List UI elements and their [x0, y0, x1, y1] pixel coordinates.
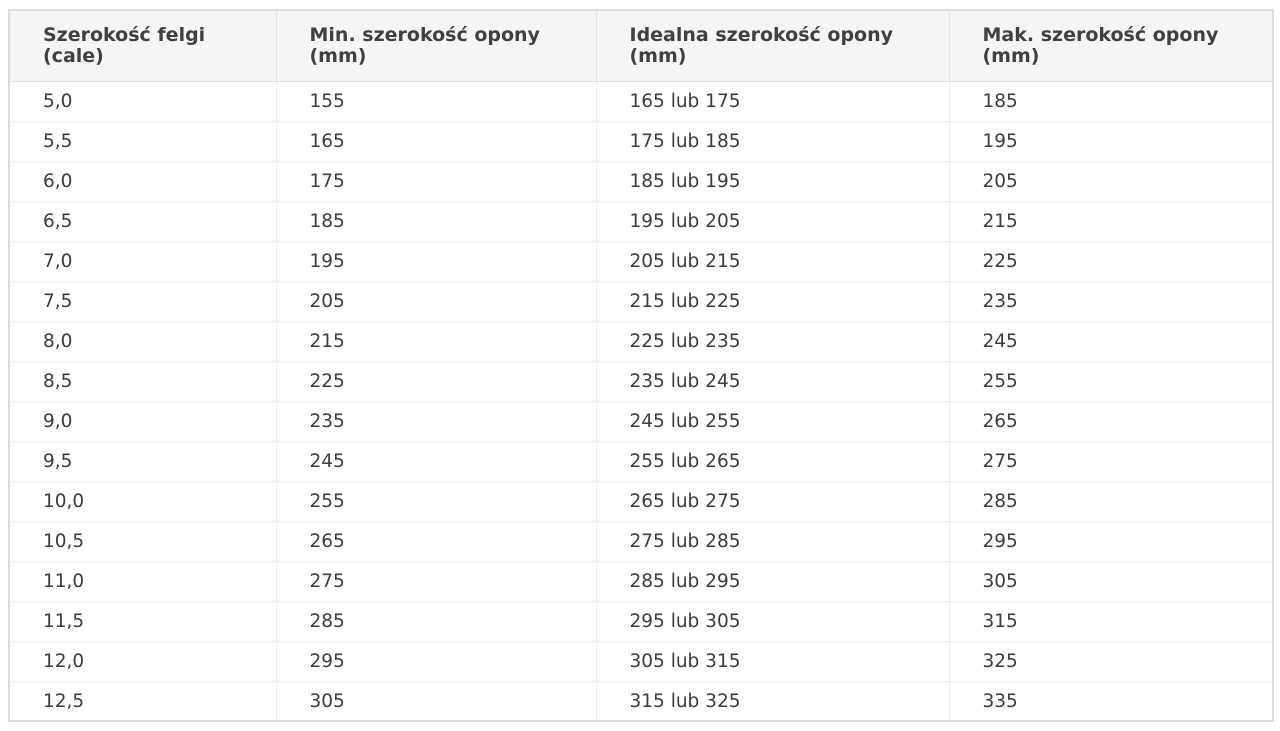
table-header — [10, 11, 1272, 81]
table-row — [10, 161, 1272, 201]
cell-min-tire-width: 235 — [276, 401, 596, 441]
table-row — [10, 281, 1272, 321]
table-row — [10, 561, 1272, 601]
cell-rim-width: 11,0 — [10, 561, 276, 601]
cell-max-tire-width: 215 — [949, 201, 1272, 241]
cell-ideal-tire-width: 285 lub 295 — [596, 561, 949, 601]
cell-max-tire-width: 255 — [949, 361, 1272, 401]
table-row — [10, 321, 1272, 361]
tire-width-table-container — [8, 9, 1274, 722]
cell-rim-width: 6,5 — [10, 201, 276, 241]
cell-ideal-tire-width: 195 lub 205 — [596, 201, 949, 241]
cell-max-tire-width: 295 — [949, 521, 1272, 561]
cell-min-tire-width: 205 — [276, 281, 596, 321]
header-min-tire-width: Min. szerokość opony (mm) — [276, 11, 596, 81]
cell-ideal-tire-width: 185 lub 195 — [596, 161, 949, 201]
cell-max-tire-width: 305 — [949, 561, 1272, 601]
table-row — [10, 121, 1272, 161]
cell-min-tire-width: 225 — [276, 361, 596, 401]
cell-ideal-tire-width: 225 lub 235 — [596, 321, 949, 361]
cell-max-tire-width: 265 — [949, 401, 1272, 441]
table-row — [10, 641, 1272, 681]
cell-ideal-tire-width: 315 lub 325 — [596, 681, 949, 721]
header-max-tire-width: Mak. szerokość opony (mm) — [949, 11, 1272, 81]
cell-ideal-tire-width: 265 lub 275 — [596, 481, 949, 521]
cell-ideal-tire-width: 305 lub 315 — [596, 641, 949, 681]
cell-min-tire-width: 155 — [276, 81, 596, 121]
cell-min-tire-width: 255 — [276, 481, 596, 521]
header-ideal-tire-width: Idealna szerokość opony (mm) — [596, 11, 949, 81]
table-row — [10, 601, 1272, 641]
cell-ideal-tire-width: 165 lub 175 — [596, 81, 949, 121]
table-row — [10, 441, 1272, 481]
cell-min-tire-width: 285 — [276, 601, 596, 641]
cell-rim-width: 5,0 — [10, 81, 276, 121]
cell-max-tire-width: 195 — [949, 121, 1272, 161]
cell-ideal-tire-width: 255 lub 265 — [596, 441, 949, 481]
cell-rim-width: 8,0 — [10, 321, 276, 361]
cell-ideal-tire-width: 235 lub 245 — [596, 361, 949, 401]
cell-min-tire-width: 175 — [276, 161, 596, 201]
cell-rim-width: 7,5 — [10, 281, 276, 321]
cell-rim-width: 5,5 — [10, 121, 276, 161]
table-row — [10, 401, 1272, 441]
cell-min-tire-width: 305 — [276, 681, 596, 721]
table-row — [10, 201, 1272, 241]
cell-max-tire-width: 325 — [949, 641, 1272, 681]
cell-rim-width: 7,0 — [10, 241, 276, 281]
cell-rim-width: 12,5 — [10, 681, 276, 721]
cell-max-tire-width: 185 — [949, 81, 1272, 121]
cell-ideal-tire-width: 215 lub 225 — [596, 281, 949, 321]
table-row — [10, 361, 1272, 401]
cell-min-tire-width: 265 — [276, 521, 596, 561]
cell-ideal-tire-width: 295 lub 305 — [596, 601, 949, 641]
cell-min-tire-width: 185 — [276, 201, 596, 241]
cell-max-tire-width: 235 — [949, 281, 1272, 321]
cell-rim-width: 9,5 — [10, 441, 276, 481]
table-row — [10, 481, 1272, 521]
cell-ideal-tire-width: 275 lub 285 — [596, 521, 949, 561]
cell-rim-width: 8,5 — [10, 361, 276, 401]
table-row — [10, 241, 1272, 281]
cell-max-tire-width: 225 — [949, 241, 1272, 281]
table-row — [10, 81, 1272, 121]
cell-ideal-tire-width: 245 lub 255 — [596, 401, 949, 441]
cell-min-tire-width: 215 — [276, 321, 596, 361]
cell-max-tire-width: 275 — [949, 441, 1272, 481]
table-row — [10, 681, 1272, 721]
cell-min-tire-width: 245 — [276, 441, 596, 481]
cell-min-tire-width: 165 — [276, 121, 596, 161]
tire-width-table — [10, 11, 1272, 721]
cell-max-tire-width: 285 — [949, 481, 1272, 521]
cell-rim-width: 10,5 — [10, 521, 276, 561]
header-rim-width: Szerokość felgi (cale) — [10, 11, 276, 81]
table-row — [10, 521, 1272, 561]
cell-rim-width: 9,0 — [10, 401, 276, 441]
cell-max-tire-width: 335 — [982, 690, 1018, 712]
cell-rim-width: 10,0 — [10, 481, 276, 521]
table-body — [10, 81, 1272, 721]
cell-max-tire-width: 245 — [949, 321, 1272, 361]
cell-max-tire-width: 315 — [949, 601, 1272, 641]
cell-min-tire-width: 295 — [276, 641, 596, 681]
cell-min-tire-width: 275 — [276, 561, 596, 601]
cell-max-tire-width: 205 — [949, 161, 1272, 201]
cell-ideal-tire-width: 205 lub 215 — [596, 241, 949, 281]
cell-rim-width: 6,0 — [10, 161, 276, 201]
cell-rim-width: 12,0 — [10, 641, 276, 681]
cell-rim-width: 11,5 — [10, 601, 276, 641]
header-row — [10, 11, 1272, 81]
cell-ideal-tire-width: 175 lub 185 — [596, 121, 949, 161]
cell-min-tire-width: 195 — [276, 241, 596, 281]
